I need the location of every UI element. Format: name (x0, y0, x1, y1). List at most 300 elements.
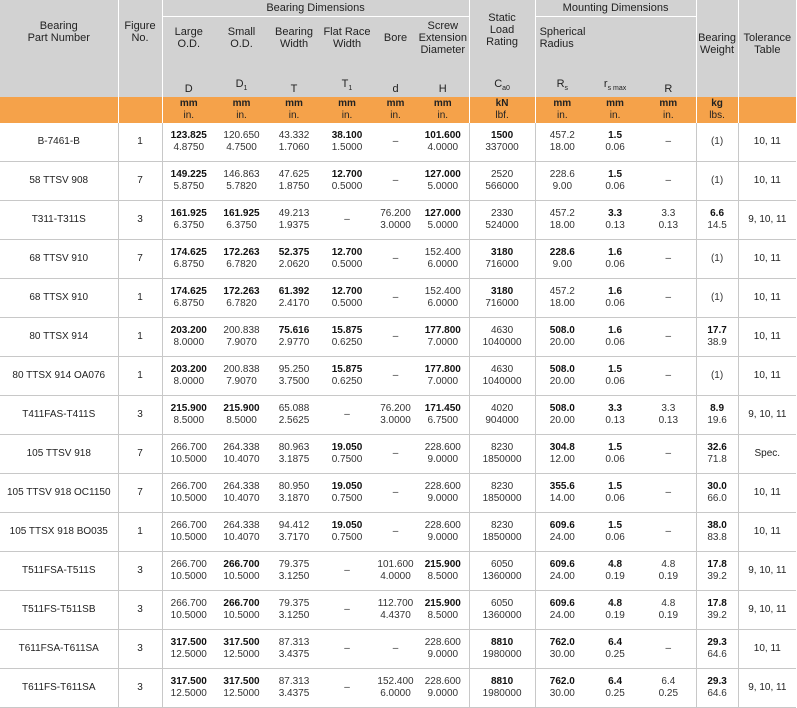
imperial-value: 24.00 (549, 571, 575, 583)
value-cell-T1 (320, 552, 374, 591)
imperial-value: 0.13 (605, 415, 625, 427)
metric-value: 508.0 (549, 403, 575, 415)
metric-value: 29.3 (707, 637, 727, 649)
metric-value: 8230 (490, 481, 514, 493)
value-cell-D1 (215, 318, 268, 357)
figure-no-cell: 3 (118, 630, 162, 669)
metric-value: – (665, 370, 672, 382)
metric-value: 172.263 (223, 247, 260, 259)
imperial-value: 14.5 (707, 220, 727, 232)
metric-value: 87.313 (278, 676, 310, 688)
metric-value: 29.3 (707, 676, 727, 688)
metric-value: 79.375 (278, 598, 310, 610)
imperial-value: 4.0000 (427, 142, 459, 154)
metric-value: 152.400 (424, 247, 461, 259)
imperial-value: 3.4375 (278, 649, 310, 661)
value-cell-C (469, 552, 535, 591)
metric-value: 1.6 (608, 247, 623, 259)
metric-value: 1.5 (608, 130, 623, 142)
metric-value: 6050 (490, 559, 514, 571)
figure-no-cell: 7 (118, 162, 162, 201)
value-cell-rs (589, 552, 641, 591)
metric-value: 6.4 (608, 637, 623, 649)
metric-value: 4.8 (661, 559, 676, 571)
imperial-value: 0.13 (658, 415, 679, 427)
imperial-value: 10.5000 (170, 493, 207, 505)
part-number-cell: T411FAS-T411S (0, 396, 118, 435)
metric-value: – (344, 565, 350, 577)
metric-value: 12.700 (331, 286, 363, 298)
imperial-value: 2.5625 (278, 415, 310, 427)
imperial-value: 4.8750 (173, 142, 205, 154)
metric-value: 149.225 (170, 169, 207, 181)
value-cell-D1 (215, 630, 268, 669)
imperial-value: 18.00 (549, 220, 575, 232)
imperial-value: 0.19 (658, 610, 679, 622)
metric-value: 146.863 (223, 169, 260, 181)
value-cell-Rs (535, 435, 589, 474)
imperial-value: 19.6 (707, 415, 727, 427)
value-cell-H (417, 396, 469, 435)
metric-value: 30.0 (707, 481, 727, 493)
metric-value: 52.375 (278, 247, 310, 259)
metric-value: 17.7 (707, 325, 727, 337)
value-cell-d (374, 552, 417, 591)
unit-mm-in: mm in. (535, 97, 589, 123)
imperial-value: 0.7500 (331, 454, 363, 466)
metric-value: 1.6 (608, 325, 623, 337)
metric-value: 1500 (490, 130, 514, 142)
part-number-cell: T511FS-T511SB (0, 591, 118, 630)
value-cell-Rs (535, 162, 589, 201)
part-number-cell: 105 TTSV 918 (0, 435, 118, 474)
value-cell-C (469, 591, 535, 630)
value-cell-d (374, 357, 417, 396)
metric-value: 43.332 (278, 130, 310, 142)
value-cell-C (469, 396, 535, 435)
units-row (0, 97, 797, 123)
metric-value: 304.8 (549, 442, 575, 454)
value-cell-R (641, 123, 696, 162)
imperial-value: 6.3750 (173, 220, 205, 232)
value-cell-T1 (320, 591, 374, 630)
imperial-value: 8.0000 (173, 337, 205, 349)
value-cell-T1 (320, 240, 374, 279)
value-cell-C (469, 162, 535, 201)
symbol-R: R (641, 78, 696, 97)
imperial-value: 3.4375 (278, 688, 310, 700)
value-cell-T (268, 240, 320, 279)
metric-value: 266.700 (170, 442, 207, 454)
part-number-cell: 80 TTSX 914 (0, 318, 118, 357)
metric-value: 266.700 (170, 598, 207, 610)
col-header-screw-extension-diameter: Screw Extension Diameter (417, 17, 469, 79)
metric-value: – (665, 136, 672, 148)
value-cell-T1 (320, 318, 374, 357)
value-cell-T1 (320, 396, 374, 435)
tolerance-table-cell: 10, 11 (738, 357, 796, 396)
value-cell-D (162, 357, 215, 396)
metric-value: – (392, 331, 399, 343)
metric-value: 79.375 (278, 559, 310, 571)
imperial-value: 4.4370 (380, 610, 411, 622)
imperial-value: 0.25 (605, 688, 625, 700)
metric-value: 266.700 (223, 598, 260, 610)
metric-value: 94.412 (278, 520, 310, 532)
metric-value: 8.9 (710, 403, 725, 415)
table-row (0, 669, 797, 708)
metric-value: 3180 (490, 247, 514, 259)
metric-value: 19.050 (331, 481, 363, 493)
imperial-value: 1.5000 (331, 142, 363, 154)
value-cell-w (696, 435, 738, 474)
imperial-value: 0.6250 (331, 376, 363, 388)
col-header-fillet-blank-2 (641, 17, 696, 79)
metric-value: – (344, 643, 350, 655)
value-cell-C (469, 240, 535, 279)
value-cell-T (268, 357, 320, 396)
imperial-value: 3.7500 (278, 376, 310, 388)
value-cell-Rs (535, 552, 589, 591)
imperial-value: 524000 (485, 220, 519, 232)
imperial-value: 6.0000 (427, 259, 459, 271)
value-cell-C (469, 318, 535, 357)
unit-kg-lbs: kg lbs. (696, 97, 738, 123)
table-row (0, 552, 797, 591)
imperial-value: 0.13 (658, 220, 679, 232)
metric-value: 49.213 (278, 208, 310, 220)
metric-value: – (392, 292, 399, 304)
metric-value: 4.8 (608, 598, 623, 610)
imperial-value: 0.06 (605, 298, 625, 310)
col-header-large-od: Large O.D. (162, 17, 215, 79)
group-header-bearing-dimensions: Bearing Dimensions (162, 0, 469, 17)
value-cell-R (641, 318, 696, 357)
part-number-cell: 68 TTSX 910 (0, 279, 118, 318)
imperial-value: 0.13 (605, 220, 625, 232)
unit-blank (0, 97, 118, 123)
value-cell-H (417, 123, 469, 162)
imperial-value: 6.8750 (173, 259, 205, 271)
col-header-spherical-radius: Spherical Radius (535, 17, 589, 79)
value-cell-d (374, 513, 417, 552)
metric-value: 203.200 (170, 364, 207, 376)
figure-no-cell: 3 (118, 552, 162, 591)
imperial-value: 6.7820 (226, 298, 257, 310)
metric-value: 47.625 (278, 169, 310, 181)
imperial-value: 0.25 (658, 688, 679, 700)
metric-value: – (665, 526, 672, 538)
imperial-value: 7.9070 (226, 376, 257, 388)
metric-value: 19.050 (331, 442, 363, 454)
tolerance-table-cell: 9, 10, 11 (738, 591, 796, 630)
imperial-value: 30.00 (549, 688, 575, 700)
imperial-value: 10.4070 (223, 493, 260, 505)
value-cell-rs (589, 513, 641, 552)
imperial-value: 0.06 (605, 454, 625, 466)
value-cell-w (696, 318, 738, 357)
unit-mm-in: mm in. (589, 97, 641, 123)
metric-value: 2330 (490, 208, 514, 220)
value-cell-R (641, 552, 696, 591)
imperial-value: 0.19 (605, 610, 625, 622)
metric-value: 228.600 (424, 442, 461, 454)
metric-value: 19.050 (331, 520, 363, 532)
imperial-value: 12.5000 (170, 649, 207, 661)
value-cell-Rs (535, 474, 589, 513)
value-cell-R (641, 240, 696, 279)
value-cell-D (162, 123, 215, 162)
metric-value: 609.6 (549, 520, 575, 532)
metric-value: 171.450 (424, 403, 461, 415)
value-cell-D1 (215, 552, 268, 591)
value-cell-w (696, 630, 738, 669)
part-number-cell: T511FSA-T511S (0, 552, 118, 591)
metric-value: – (665, 487, 672, 499)
metric-value: 508.0 (549, 364, 575, 376)
imperial-value: 9.0000 (427, 493, 459, 505)
imperial-value: 0.5000 (331, 298, 363, 310)
metric-value: 17.8 (707, 598, 727, 610)
metric-value: – (392, 253, 399, 265)
imperial-value: 10.5000 (223, 610, 260, 622)
value-cell-R (641, 630, 696, 669)
group-header-mounting-dimensions: Mounting Dimensions (535, 0, 696, 17)
metric-value: 101.600 (424, 130, 461, 142)
table-row (0, 357, 797, 396)
value-cell-w (696, 357, 738, 396)
symbol-T: T (268, 78, 320, 97)
part-number-cell: 58 TTSV 908 (0, 162, 118, 201)
value-cell-C (469, 357, 535, 396)
imperial-value: 1980000 (482, 688, 522, 700)
metric-value: – (392, 175, 399, 187)
metric-value: (1) (710, 175, 724, 187)
tolerance-table-cell: 10, 11 (738, 240, 796, 279)
imperial-value: 0.06 (605, 142, 625, 154)
imperial-value: 39.2 (707, 571, 727, 583)
figure-no-cell: 3 (118, 591, 162, 630)
value-cell-D (162, 396, 215, 435)
imperial-value: 0.06 (605, 376, 625, 388)
metric-value: 317.500 (170, 676, 207, 688)
metric-value: 1.5 (608, 169, 623, 181)
value-cell-w (696, 669, 738, 708)
metric-value: – (665, 448, 672, 460)
metric-value: 80.963 (278, 442, 310, 454)
value-cell-rs (589, 279, 641, 318)
metric-value: 12.700 (331, 169, 363, 181)
metric-value: 228.6 (549, 247, 575, 259)
imperial-value: 10.4070 (223, 454, 260, 466)
imperial-value: 12.00 (549, 454, 575, 466)
col-header-flat-race-width: Flat Race Width (320, 17, 374, 79)
value-cell-w (696, 396, 738, 435)
value-cell-T (268, 669, 320, 708)
imperial-value: 10.5000 (170, 532, 207, 544)
imperial-value: 4.0000 (380, 571, 411, 583)
metric-value: 87.313 (278, 637, 310, 649)
part-number-cell: 80 TTSX 914 OA076 (0, 357, 118, 396)
imperial-value: 6.7820 (226, 259, 257, 271)
value-cell-T1 (320, 279, 374, 318)
metric-value: 228.600 (424, 520, 461, 532)
metric-value: 95.250 (278, 364, 310, 376)
value-cell-H (417, 279, 469, 318)
metric-value: – (392, 487, 399, 499)
metric-value: 3.3 (608, 403, 623, 415)
value-cell-Rs (535, 201, 589, 240)
value-cell-D (162, 279, 215, 318)
figure-no-cell: 1 (118, 279, 162, 318)
imperial-value: 3.1250 (278, 610, 310, 622)
tolerance-table-cell: 9, 10, 11 (738, 396, 796, 435)
unit-mm-in: mm in. (268, 97, 320, 123)
metric-value: 508.0 (549, 325, 575, 337)
part-number-cell: B-7461-B (0, 123, 118, 162)
value-cell-C (469, 201, 535, 240)
imperial-value: 64.6 (707, 688, 727, 700)
imperial-value: 8.0000 (173, 376, 205, 388)
metric-value: – (665, 643, 672, 655)
tolerance-table-cell: 10, 11 (738, 279, 796, 318)
value-cell-D (162, 552, 215, 591)
part-number-cell: 105 TTSX 918 BO035 (0, 513, 118, 552)
symbol-D: D (162, 78, 215, 97)
imperial-value: 0.5000 (331, 181, 363, 193)
value-cell-d (374, 123, 417, 162)
imperial-value: 1850000 (482, 532, 522, 544)
metric-value: 80.950 (278, 481, 310, 493)
metric-value: 6.4 (661, 676, 676, 688)
imperial-value: 9.0000 (427, 688, 459, 700)
value-cell-d (374, 435, 417, 474)
figure-no-cell: 1 (118, 318, 162, 357)
value-cell-R (641, 435, 696, 474)
table-row (0, 279, 797, 318)
value-cell-R (641, 669, 696, 708)
unit-mm-in: mm in. (641, 97, 696, 123)
tolerance-table-cell: 10, 11 (738, 123, 796, 162)
value-cell-C (469, 513, 535, 552)
value-cell-Rs (535, 513, 589, 552)
value-cell-D (162, 669, 215, 708)
imperial-value: 24.00 (549, 610, 575, 622)
imperial-value: 30.00 (549, 649, 575, 661)
value-cell-D1 (215, 396, 268, 435)
tolerance-table-cell: 9, 10, 11 (738, 669, 796, 708)
metric-value: 75.616 (278, 325, 310, 337)
value-cell-D (162, 201, 215, 240)
imperial-value: 0.06 (605, 259, 625, 271)
metric-value: 123.825 (170, 130, 207, 142)
value-cell-H (417, 552, 469, 591)
unit-mm-in: mm in. (417, 97, 469, 123)
imperial-value: 1040000 (482, 376, 522, 388)
metric-value: 4.8 (661, 598, 676, 610)
metric-value: 101.600 (377, 559, 414, 571)
value-cell-w (696, 162, 738, 201)
imperial-value: 18.00 (549, 298, 575, 310)
value-cell-d (374, 591, 417, 630)
imperial-value: 0.19 (605, 571, 625, 583)
part-number-cell: T311-T311S (0, 201, 118, 240)
value-cell-w (696, 474, 738, 513)
value-cell-Rs (535, 279, 589, 318)
value-cell-T (268, 630, 320, 669)
table-row (0, 123, 797, 162)
value-cell-d (374, 669, 417, 708)
imperial-value: 0.25 (605, 649, 625, 661)
value-cell-w (696, 123, 738, 162)
imperial-value: 9.0000 (427, 454, 459, 466)
value-cell-H (417, 591, 469, 630)
metric-value: 457.2 (549, 130, 575, 142)
symbol-T1: $T_1$ (320, 78, 374, 97)
imperial-value: 9.0000 (427, 649, 459, 661)
value-cell-R (641, 396, 696, 435)
metric-value: – (344, 682, 350, 694)
symbol-D1: $D_1$ (215, 78, 268, 97)
value-cell-D (162, 162, 215, 201)
metric-value: 266.700 (170, 481, 207, 493)
imperial-value: 64.6 (707, 649, 727, 661)
metric-value: 3180 (490, 286, 514, 298)
imperial-value: 3.1875 (278, 454, 310, 466)
tolerance-table-cell: 10, 11 (738, 474, 796, 513)
value-cell-R (641, 279, 696, 318)
part-number-cell: T611FSA-T611SA (0, 630, 118, 669)
imperial-value: 71.8 (707, 454, 727, 466)
value-cell-H (417, 162, 469, 201)
imperial-value: 10.5000 (170, 571, 207, 583)
col-header-fillet-blank (589, 17, 641, 79)
value-cell-T (268, 318, 320, 357)
value-cell-H (417, 435, 469, 474)
metric-value: 6050 (490, 598, 514, 610)
imperial-value: 0.6250 (331, 337, 363, 349)
metric-value: 609.6 (549, 598, 575, 610)
imperial-value: 24.00 (549, 532, 575, 544)
metric-value: 762.0 (549, 637, 575, 649)
value-cell-Rs (535, 396, 589, 435)
part-number-cell: 105 TTSV 918 OC1150 (0, 474, 118, 513)
imperial-value: 7.9070 (226, 337, 257, 349)
metric-value: – (392, 526, 399, 538)
imperial-value: 2.9770 (278, 337, 310, 349)
col-header-tolerance-table: Tolerance Table (738, 0, 796, 97)
unit-mm-in: mm in. (320, 97, 374, 123)
metric-value: (1) (710, 370, 724, 382)
value-cell-T (268, 162, 320, 201)
value-cell-rs (589, 357, 641, 396)
value-cell-R (641, 513, 696, 552)
value-cell-R (641, 357, 696, 396)
imperial-value: 0.06 (605, 532, 625, 544)
table-row (0, 240, 797, 279)
metric-value: 65.088 (278, 403, 310, 415)
imperial-value: 7.0000 (427, 376, 459, 388)
imperial-value: 7.0000 (427, 337, 459, 349)
value-cell-D1 (215, 669, 268, 708)
metric-value: 177.800 (424, 325, 461, 337)
figure-no-cell: 7 (118, 240, 162, 279)
metric-value: 1.5 (608, 442, 623, 454)
metric-value: (1) (710, 292, 724, 304)
imperial-value: 9.0000 (427, 532, 459, 544)
metric-value: 161.925 (223, 208, 260, 220)
imperial-value: 9.00 (552, 181, 573, 193)
